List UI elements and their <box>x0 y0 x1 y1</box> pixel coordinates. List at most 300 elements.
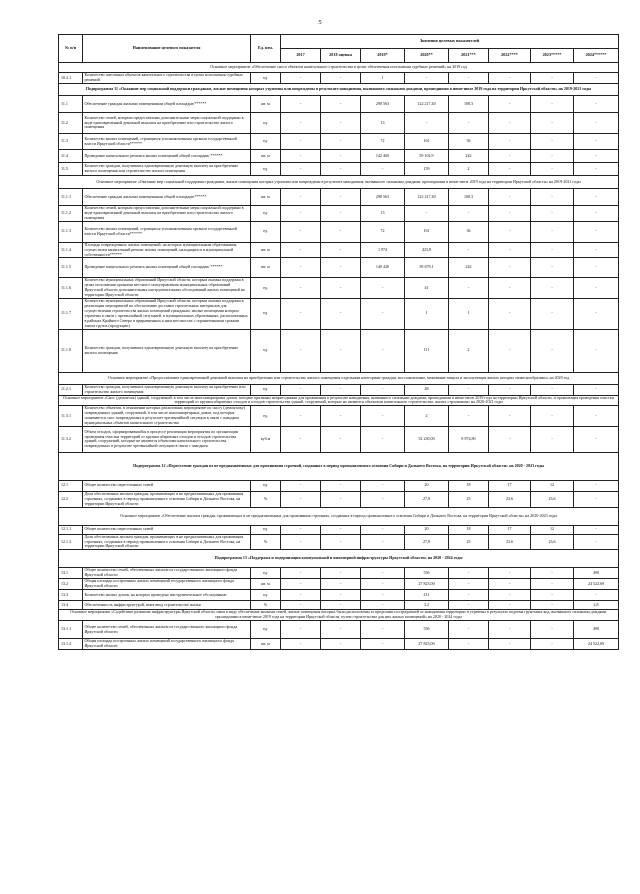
value-cell: 58 679,1 <box>405 258 449 278</box>
page-number: 5 <box>318 19 322 26</box>
value-cell: - <box>574 426 619 452</box>
value-cell: - <box>321 406 361 427</box>
value-cell: - <box>574 278 619 299</box>
unit-cell: ед. <box>251 206 281 222</box>
value-cell: - <box>405 206 449 222</box>
row-number: 13.4 <box>59 601 83 610</box>
main-activity-title: Основное мероприятие «Снос (демонтаж) зданий, сооружений, в том числе многоквартирных домов, которые признаны непригодными для проживания в результате наводнения, вызванного сильными дождями, прошедшими в июне-июле 2019 года на территории Иркутской области, и организация проведения очистки территорий от крупногабаритных отходов и отходов строительства зданий, сооружений, которые не являются объектами капитального строительства, жилых строениями» на 2020-2021 годы <box>59 395 619 406</box>
value-cell: - <box>449 621 489 639</box>
value-cell: - <box>531 568 574 579</box>
target-indicators-table <box>58 34 619 650</box>
value-cell: - <box>281 525 321 534</box>
value-cell: - <box>361 568 405 579</box>
unit-cell: ед. <box>251 406 281 427</box>
value-cell: 490 <box>574 568 619 579</box>
indicator-name: Проведение капитального ремонта жилых помещений общей площадью ****** <box>83 150 251 163</box>
subprogram-heading-row <box>59 452 619 480</box>
value-cell: - <box>281 150 321 163</box>
value-cell: - <box>321 579 361 590</box>
value-cell: - <box>531 242 574 258</box>
main-activity-title: Основное мероприятие «Обеспечение сноса объектов капитального строительства в целях обеспечения исполнения судебных решений» на 2019 год <box>59 63 619 73</box>
value-cell: 36 <box>449 134 489 150</box>
value-cell: 18 <box>449 480 489 491</box>
value-cell: - <box>281 568 321 579</box>
subprogram-title: Подпрограмма 13 «Поддержка и модернизация коммунальной и инженерной инфраструктуры Иркутской области» на 2020 - 2024 годы <box>59 550 619 568</box>
row-number: 13.1.1 <box>59 621 83 639</box>
value-cell: 23,6 <box>531 491 574 507</box>
row-number: 11.1.6 <box>59 278 83 299</box>
value-cell: - <box>361 278 405 299</box>
indicator-name: Количество граждан, получивших единовременную денежную выплату на приобретение жилого помещения <box>83 329 251 372</box>
value-cell: - <box>531 621 574 639</box>
value-cell: 12 <box>531 525 574 534</box>
main-activity-title: Основное мероприятие «Предоставление единовременной денежной выплаты на приобретение или строительство жилого помещения отдельным категориям граждан, восстановление, межевание защита и эксплуатация жилых которых межеснообразимо» на 2020 год <box>59 372 619 384</box>
value-cell: - <box>321 299 361 329</box>
indicator-name: Количество граждан, получивших единовременную денежную выплату на приобретение или строительство жилого помещения <box>83 384 251 395</box>
value-cell: - <box>489 590 531 601</box>
value-cell: - <box>281 590 321 601</box>
unit-cell: ед. <box>251 480 281 491</box>
row-number: 13.2 <box>59 579 83 590</box>
value-cell: - <box>489 242 531 258</box>
value-cell: - <box>361 299 405 329</box>
value-cell: - <box>405 73 449 84</box>
value-cell: 3,2 <box>405 601 449 610</box>
row-number: 11.1.8 <box>59 329 83 372</box>
value-cell: - <box>531 299 574 329</box>
value-cell: - <box>321 639 361 650</box>
value-cell: - <box>281 73 321 84</box>
value-cell: 556 <box>405 621 449 639</box>
value-cell: 27 823,00 <box>405 639 449 650</box>
value-cell: 411 <box>405 590 449 601</box>
unit-cell: кв. м <box>251 639 281 650</box>
value-cell: 72 <box>361 134 405 150</box>
value-cell: - <box>574 384 619 395</box>
indicator-name: Количество объектов, в отношении которых реализовано мероприятие по сносу (демонтажу) поврежденных зданий, сооружений, в том числе многоквартирных домов, под которых понимаются снос поврежденных в результате чрезвычайной ситуации в связи с паводком муниципальных объектов капитального строительства <box>83 406 251 427</box>
value-cell: - <box>531 163 574 176</box>
value-cell: - <box>574 189 619 206</box>
main-activity-row <box>59 372 619 384</box>
value-cell: - <box>574 480 619 491</box>
table-row <box>59 242 619 258</box>
value-cell: - <box>449 278 489 299</box>
value-cell: - <box>321 189 361 206</box>
value-cell: - <box>281 258 321 278</box>
value-cell: 20 <box>405 525 449 534</box>
value-cell: - <box>449 206 489 222</box>
value-cell: - <box>361 384 405 395</box>
row-number: 11.3.1 <box>59 406 83 427</box>
value-cell: 41 <box>405 278 449 299</box>
value-cell: 1 <box>361 73 405 84</box>
value-cell: - <box>321 329 361 372</box>
row-number: 11.1 <box>59 96 83 113</box>
unit-cell: ед. <box>251 525 281 534</box>
value-cell: 2 <box>449 163 489 176</box>
value-cell: - <box>531 426 574 452</box>
indicator-name: Количество снесенных объектов капитального строительства в целях исполнения судебных решений <box>83 73 251 84</box>
unit-cell: кв. м <box>251 579 281 590</box>
value-cell: 27,8 <box>405 491 449 507</box>
row-number: 11.4 <box>59 150 83 163</box>
unit-cell: ед. <box>251 384 281 395</box>
value-cell: - <box>321 163 361 176</box>
value-cell: - <box>449 590 489 601</box>
unit-cell: кв. м <box>251 96 281 113</box>
value-cell: - <box>361 426 405 452</box>
value-cell: - <box>531 329 574 372</box>
indicator-name: Доля обеспеченных жильем граждан, проживающих в не предназначенных для проживания строениях, созданных в период промышленного освоения Сибири и Дальнего Востока, на территории Иркутской области <box>83 534 251 550</box>
col-unit-header: Ед. изм. <box>251 35 281 63</box>
value-cell: - <box>574 150 619 163</box>
table-row <box>59 579 619 590</box>
value-cell: - <box>361 534 405 550</box>
unit-cell: ед. <box>251 568 281 579</box>
value-cell: - <box>449 73 489 84</box>
table-row <box>59 206 619 222</box>
value-cell: - <box>281 601 321 610</box>
value-cell: - <box>531 206 574 222</box>
table-row <box>59 189 619 206</box>
value-cell: 23,6 <box>489 491 531 507</box>
row-number: 11.3.2 <box>59 426 83 452</box>
value-cell: - <box>281 329 321 372</box>
value-cell: 23,6 <box>531 534 574 550</box>
value-cell: - <box>489 206 531 222</box>
indicator-name: Обеспечение граждан жилыми помещениями общей площадью****** <box>83 96 251 113</box>
value-cell: 298 563 <box>361 189 405 206</box>
value-cell: - <box>574 258 619 278</box>
year-header: 2024****** <box>574 49 619 63</box>
value-cell: - <box>574 73 619 84</box>
value-cell: 111 <box>405 329 449 372</box>
row-number: 13.3 <box>59 590 83 601</box>
value-cell: 12 <box>531 480 574 491</box>
value-cell: 108,3 <box>449 96 489 113</box>
year-header: 2017 <box>281 49 321 63</box>
value-cell: - <box>361 491 405 507</box>
row-number: 11.5 <box>59 163 83 176</box>
unit-cell: ед. <box>251 278 281 299</box>
value-cell: - <box>489 73 531 84</box>
value-cell: - <box>321 525 361 534</box>
value-cell: - <box>449 113 489 134</box>
value-cell: 25 <box>449 534 489 550</box>
values-header: Значения целевых показателей <box>281 35 619 49</box>
table-row <box>59 491 619 507</box>
row-number: 13.1.2 <box>59 639 83 650</box>
value-cell: 108,3 <box>449 189 489 206</box>
value-cell: - <box>361 329 405 372</box>
unit-cell: ед. <box>251 621 281 639</box>
indicator-name: Количество жилых помещений, строящихся уполномоченным органом государственной власти Иркутской области****** <box>83 221 251 242</box>
value-cell: 72 <box>361 221 405 242</box>
indicator-name: Общее количество семей, обеспеченных жильем из государственного жилищного фонда Иркутской области <box>83 621 251 639</box>
row-number: 12.1 <box>59 480 83 491</box>
value-cell: - <box>281 579 321 590</box>
value-cell: - <box>361 480 405 491</box>
value-cell: - <box>361 525 405 534</box>
value-cell: - <box>531 96 574 113</box>
value-cell: - <box>361 621 405 639</box>
value-cell: - <box>321 73 361 84</box>
value-cell: - <box>489 221 531 242</box>
row-number: 11.1.4 <box>59 242 83 258</box>
value-cell: 490 <box>574 621 619 639</box>
value-cell: 2 <box>449 329 489 372</box>
row-number: 10.2.1 <box>59 73 83 84</box>
value-cell: - <box>321 134 361 150</box>
value-cell: - <box>281 426 321 452</box>
value-cell: 242 <box>449 258 489 278</box>
value-cell: 122 217,40 <box>405 96 449 113</box>
value-cell: - <box>574 163 619 176</box>
main-activity-row <box>59 610 619 621</box>
value-cell: 298 563 <box>361 96 405 113</box>
value-cell: - <box>321 590 361 601</box>
value-cell: - <box>449 406 489 427</box>
unit-cell: ед. <box>251 163 281 176</box>
table-row <box>59 568 619 579</box>
value-cell: 13 <box>361 206 405 222</box>
value-cell: - <box>489 113 531 134</box>
value-cell: - <box>489 278 531 299</box>
value-cell: 17 <box>489 480 531 491</box>
year-header: 2019* <box>361 49 405 63</box>
value-cell: - <box>321 621 361 639</box>
value-cell: 20 <box>405 480 449 491</box>
value-cell: - <box>281 96 321 113</box>
indicator-name: Количество муниципальных образований Иркутской области, которым оказана поддержка в реализации мероприятий по обеспечению доставки строительных материалов для осуществления строительства жилых помещений гражданам, жилые помещения которых утрачены в связи с чрезвычайной ситуацией, в муниципальных образованиях, расположенных в районах Крайнего Севера и приравненных к ним местностях с ограниченными сроками завоза грузов (продукции) <box>83 299 251 329</box>
subprogram-title: Подпрограмма 12 «Переселение граждан из не предназначенных для проживания строений, созданных в период промышленного освоения Сибири и Дальнего Востока, на территории Иркутской области» на 2020 - 2023 годы <box>59 452 619 480</box>
table-row <box>59 426 619 452</box>
value-cell: - <box>361 163 405 176</box>
value-cell: - <box>531 73 574 84</box>
value-cell: - <box>574 113 619 134</box>
value-cell: - <box>449 601 489 610</box>
unit-cell: ед. <box>251 329 281 372</box>
value-cell: - <box>489 639 531 650</box>
year-header: 2022**** <box>489 49 531 63</box>
row-number: 11.1.7 <box>59 299 83 329</box>
value-cell: - <box>281 206 321 222</box>
value-cell: - <box>281 113 321 134</box>
value-cell: - <box>361 639 405 650</box>
value-cell: - <box>281 480 321 491</box>
value-cell: - <box>281 242 321 258</box>
value-cell: 27 823,00 <box>405 579 449 590</box>
table-row <box>59 258 619 278</box>
value-cell: - <box>531 113 574 134</box>
value-cell: - <box>531 258 574 278</box>
value-cell: - <box>281 299 321 329</box>
col-num-header: № п/п <box>59 35 83 63</box>
subprogram-heading-row <box>59 84 619 96</box>
value-cell: - <box>361 601 405 610</box>
row-number: 11.1.3 <box>59 221 83 242</box>
value-cell: - <box>321 568 361 579</box>
table-header <box>59 35 619 63</box>
value-cell: - <box>489 258 531 278</box>
value-cell: - <box>281 134 321 150</box>
table-row <box>59 163 619 176</box>
value-cell: - <box>449 639 489 650</box>
table-row <box>59 134 619 150</box>
value-cell: - <box>321 278 361 299</box>
value-cell: - <box>489 601 531 610</box>
unit-cell: кв. м <box>251 258 281 278</box>
value-cell: 161 <box>405 221 449 242</box>
row-number: 11.3 <box>59 134 83 150</box>
value-cell: - <box>361 579 405 590</box>
main-activity-row <box>59 507 619 525</box>
value-cell: 1 974 <box>361 242 405 258</box>
value-cell: 18 <box>449 525 489 534</box>
value-cell: - <box>574 534 619 550</box>
value-cell: - <box>574 406 619 427</box>
value-cell: 24 522,69 <box>574 639 619 650</box>
value-cell: - <box>321 480 361 491</box>
value-cell: - <box>531 189 574 206</box>
row-number: 13.1 <box>59 568 83 579</box>
value-cell: - <box>281 491 321 507</box>
row-number: 11.1.1 <box>59 189 83 206</box>
main-activity-title: Основное мероприятие «Оказание мер социальной поддержки гражданам, жилые помещения которых утрачены или повреждены в результате наводнения, вызванного сильными дождями, прошедшими в июне-июле 2019 года на территории Иркутской области» на 2019-2021 годы <box>59 176 619 189</box>
value-cell: - <box>281 639 321 650</box>
unit-cell: кв. м <box>251 189 281 206</box>
indicator-name: Доля обеспеченных жильем граждан, проживающих в не предназначенных для проживания строениях, созданных в период промышленного освоения Сибири и Дальнего Востока, на территории Иркутской области <box>83 491 251 507</box>
value-cell: - <box>531 639 574 650</box>
indicator-name: Количество граждан, получивших единовременную денежную выплату на приобретение жилого помещения или строительство жилого помещения <box>83 163 251 176</box>
value-cell: - <box>531 601 574 610</box>
unit-cell: ед. <box>251 73 281 84</box>
value-cell: 242 <box>449 150 489 163</box>
value-cell: 140 426 <box>361 258 405 278</box>
value-cell: 48 <box>405 384 449 395</box>
table-row <box>59 113 619 134</box>
table-row <box>59 601 619 610</box>
indicator-name: Количество жилых домов, на которых проведено инструментальное обследование <box>83 590 251 601</box>
indicator-name: Общее количество переселенных семей <box>83 480 251 491</box>
value-cell: - <box>574 206 619 222</box>
value-cell: - <box>531 221 574 242</box>
indicator-name: Площадь поврежденных жилых помещений, на которых муниципальным образованием, осуществлен капитальный ремонт жилых помещений, находящихся в муниципальной собственности****** <box>83 242 251 258</box>
col-name-header: Наименование целевого показателя <box>83 35 251 63</box>
row-number: 12.1.2 <box>59 534 83 550</box>
unit-cell: ед. <box>251 221 281 242</box>
row-number: 11.1.2 <box>59 206 83 222</box>
value-cell: - <box>574 299 619 329</box>
table-row <box>59 639 619 650</box>
subprogram-title: Подпрограмма 11 «Оказание мер социальной поддержки гражданам, жилые помещения которых утрачены или повреждены в результате наводнения, вызванного сильными дождями, прошедшими в июне-июле 2019 года на территории Иркутской области» на 2019-2021 годы <box>59 84 619 96</box>
table-row <box>59 406 619 427</box>
value-cell: - <box>531 150 574 163</box>
value-cell: - <box>361 590 405 601</box>
value-cell: 59 102,9 <box>405 150 449 163</box>
value-cell: 23,6 <box>489 534 531 550</box>
value-cell: - <box>574 491 619 507</box>
value-cell: - <box>321 491 361 507</box>
indicator-name: Проведение капитального ремонта жилых помещений общей площадью ****** <box>83 258 251 278</box>
value-cell: - <box>574 134 619 150</box>
table-row <box>59 329 619 372</box>
value-cell: 1 <box>449 299 489 329</box>
value-cell: - <box>449 579 489 590</box>
value-cell: 2,8 <box>574 601 619 610</box>
value-cell: - <box>321 258 361 278</box>
row-number: 12.2 <box>59 491 83 507</box>
value-cell: - <box>489 384 531 395</box>
unit-cell: ед. <box>251 113 281 134</box>
value-cell: 556 <box>405 568 449 579</box>
value-cell: - <box>489 579 531 590</box>
value-cell: - <box>531 579 574 590</box>
value-cell: 1 <box>405 299 449 329</box>
value-cell: 161 <box>405 134 449 150</box>
unit-cell: % <box>251 601 281 610</box>
value-cell: - <box>489 621 531 639</box>
value-cell: - <box>489 426 531 452</box>
value-cell: - <box>321 96 361 113</box>
table-row <box>59 590 619 601</box>
main-activity-title: Основное мероприятие «Обеспечение жильем граждан, проживающих в не предназначенных для проживания строениях, созданных в период промышленного освоения Сибири и Дальнего Востока, на территории Иркутской области» на 2020-2023 годы <box>59 507 619 525</box>
main-activity-row <box>59 63 619 73</box>
value-cell: 122 217,40 <box>405 189 449 206</box>
indicator-name: Количество муниципальных образований Иркутской области, которым оказана поддержка в целях исполнения органами местного самоуправления муниципальных образований Иркутской области дополнительных инструментальных обследований жилых помещений на территории Иркутской области <box>83 278 251 299</box>
value-cell: - <box>574 96 619 113</box>
value-cell: - <box>574 329 619 372</box>
value-cell: - <box>321 242 361 258</box>
year-header: 2018 оценка <box>321 49 361 63</box>
value-cell: - <box>281 534 321 550</box>
table-row <box>59 480 619 491</box>
value-cell: - <box>489 406 531 427</box>
value-cell: - <box>281 189 321 206</box>
value-cell: - <box>531 590 574 601</box>
unit-cell: кв. м <box>251 242 281 258</box>
value-cell: - <box>281 621 321 639</box>
table-row <box>59 221 619 242</box>
main-activity-row <box>59 176 619 189</box>
value-cell: 52 230,00 <box>405 426 449 452</box>
value-cell: - <box>574 221 619 242</box>
indicator-name: Обеспеченность инфраструктурой, имея ввод строительство жилья <box>83 601 251 610</box>
value-cell: - <box>449 242 489 258</box>
year-header: 2023***** <box>531 49 574 63</box>
indicator-name: Объем отходов, сформировавшийся в процессе реализации мероприятия по организации проведения очистки территорий от крупногабаритных отходов и отходов строительства зданий, сооружений, которые не являются объектами капитального строительства, поврежденных в результате чрезвычайной ситуации в связи с паводком <box>83 426 251 452</box>
value-cell: - <box>531 134 574 150</box>
unit-cell: % <box>251 534 281 550</box>
unit-cell: % <box>251 491 281 507</box>
value-cell: - <box>281 406 321 427</box>
value-cell: - <box>489 163 531 176</box>
table-row <box>59 150 619 163</box>
table-body <box>59 63 619 650</box>
row-number: 11.2.1 <box>59 384 83 395</box>
value-cell: - <box>531 406 574 427</box>
value-cell: - <box>281 163 321 176</box>
indicator-name: Количество семей, которым предоставлены дополнительные меры социальной поддержки в виде единовременной денежной выплаты на приобретение или строительство жилого помещения <box>83 113 251 134</box>
value-cell: 17 <box>489 525 531 534</box>
value-cell: - <box>449 384 489 395</box>
table-row <box>59 299 619 329</box>
table-row <box>59 384 619 395</box>
value-cell: - <box>281 384 321 395</box>
unit-cell: куб.м <box>251 426 281 452</box>
row-number: 11.2 <box>59 113 83 134</box>
value-cell: - <box>281 221 321 242</box>
